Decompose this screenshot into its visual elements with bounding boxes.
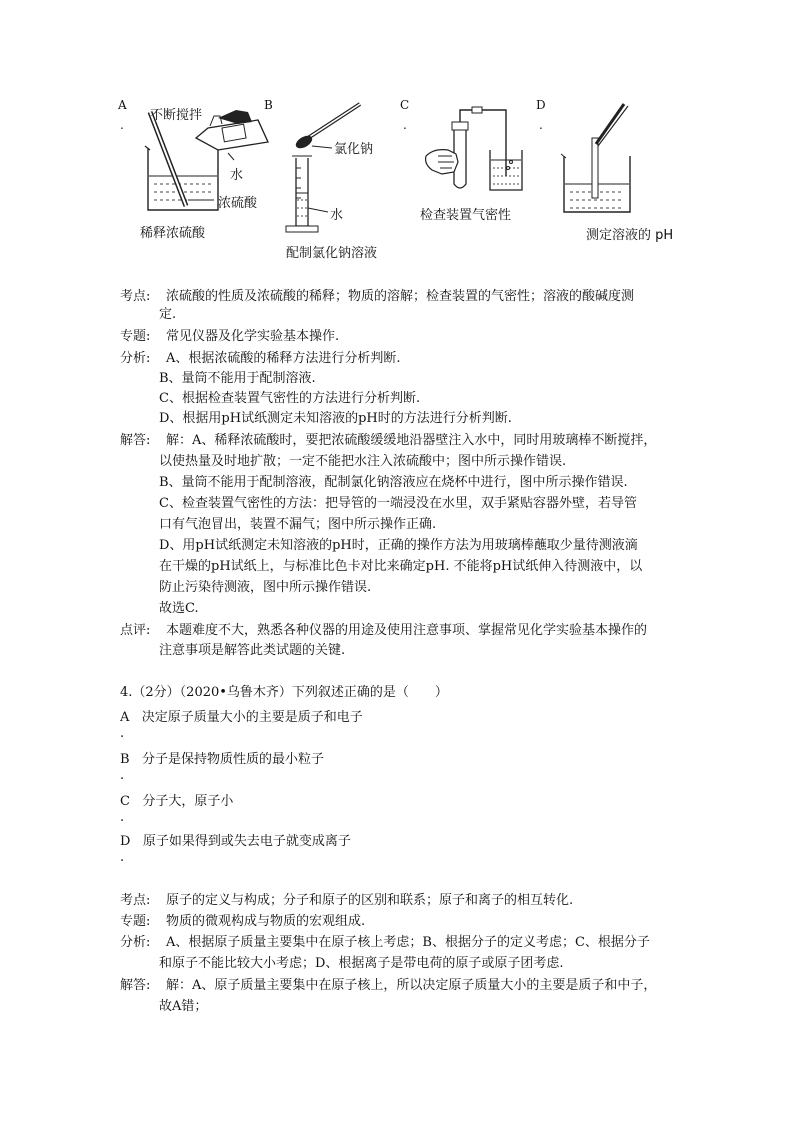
q4-option-c-dot: .	[120, 810, 125, 825]
q3-fenxi-c: C、根据检查装置气密性的方法进行分析判断.	[159, 391, 421, 406]
figure-a-dot: .	[120, 118, 124, 132]
caption-c: 检查装置气密性	[420, 208, 512, 223]
q4-option-b-dot: .	[120, 768, 125, 783]
ph-test-illustration	[534, 98, 674, 218]
q4-option-b: B 分子是保持物质性质的最小粒子	[120, 752, 324, 767]
figure-b	[262, 98, 402, 268]
airtightness-check-illustration	[398, 98, 538, 208]
figure-b-letter: B	[264, 98, 273, 112]
label-salt: 氯化钠	[334, 142, 374, 157]
label-acid: 浓硫酸	[218, 196, 258, 211]
q4-stem: 4.（2分）（2020•乌鲁木齐）下列叙述正确的是（ ）	[120, 685, 448, 700]
q4-option-d-dot: .	[120, 850, 125, 865]
q3-fenxi-b: B、量筒不能用于配制溶液.	[159, 371, 316, 386]
q3-zhuanti: 专题: 常见仪器及化学实验基本操作.	[120, 329, 340, 344]
q4-option-a-dot: .	[120, 726, 125, 741]
q3-jieda-3: C、检查装置气密性的方法：把导管的一端浸没在水里，双手紧贴容器外壁，若导管	[159, 496, 637, 511]
cylinder-spoon-illustration	[262, 98, 402, 258]
q4-jieda: 解答: 解：A、原子质量主要集中在原子核上，所以决定原子质量大小的主要是质子和中子，	[120, 978, 657, 993]
caption-b: 配制氯化钠溶液	[286, 246, 378, 261]
q3-kaodian: 考点: 浓硫酸的性质及浓硫酸的稀释；物质的溶解；检查装置的气密性；溶液的酸碱度测	[120, 289, 635, 304]
q3-jieda-4: 口有气泡冒出，装置不漏气；图中所示操作正确.	[159, 517, 437, 532]
label-water-b: 水	[330, 208, 344, 223]
figure-d	[534, 98, 674, 248]
q3-dianping-cont: 注意事项是解答此类试题的关键.	[159, 643, 346, 658]
q3-jieda-7: 防止污染待测液，图中所示操作错误.	[159, 580, 372, 595]
figure-a-letter: A	[118, 98, 127, 112]
q4-option-a: A 决定原子质量大小的主要是质子和电子	[120, 710, 363, 725]
q3-jieda-5: D、用pH试纸测定未知溶液的pH时，正确的操作方法为用玻璃棒蘸取少量待测液滴	[159, 538, 638, 553]
caption-d: 测定溶液的 pH	[586, 228, 674, 243]
figure-c-dot: .	[403, 118, 407, 132]
q3-jieda-8: 故选C.	[159, 601, 199, 616]
q3-jieda-2: B、量筒不能用于配制溶液，配制氯化钠溶液应在烧杯中进行，图中所示操作错误.	[159, 475, 628, 490]
q4-fenxi-cont: 和原子不能比较大小考虑；D、根据离子是带电荷的原子或原子团考虑.	[159, 956, 564, 971]
q3-fenxi: 分析: A、根据浓硫酸的稀释方法进行分析判断.	[120, 351, 401, 366]
q3-jieda-6: 在干燥的pH试纸上，与标准比色卡对比来确定pH. 不能将pH试纸伸入待测液中，以	[159, 559, 643, 574]
q3-fenxi-d: D、根据用pH试纸测定未知溶液的pH时的方法进行分析判断.	[159, 411, 512, 426]
q4-option-d: D 原子如果得到或失去电子就变成离子	[120, 834, 351, 849]
label-stir: 不断搅拌	[150, 108, 203, 123]
caption-a: 稀释浓硫酸	[140, 226, 206, 241]
q4-zhuanti: 专题: 物质的微观构成与物质的宏观组成.	[120, 914, 366, 929]
q3-jieda-1: 以使热量及时地扩散；一定不能把水注入浓硫酸中；图中所示操作错误.	[159, 454, 567, 469]
q4-jieda-cont: 故A错；	[159, 999, 208, 1014]
figure-c-letter: C	[400, 98, 410, 112]
figure-d-letter: D	[536, 98, 546, 112]
figure-c	[398, 98, 538, 238]
q3-dianping: 点评: 本题难度不大，熟悉各种仪器的用途及使用注意事项、掌握常见化学实验基本操作的	[120, 623, 648, 638]
q3-kaodian-cont: 定.	[159, 307, 177, 322]
q4-kaodian: 考点: 原子的定义与构成；分子和原子的区别和联系；原子和离子的相互转化.	[120, 893, 574, 908]
figure-d-dot: .	[539, 118, 543, 132]
q4-option-c: C 分子大，原子小	[120, 794, 234, 809]
q4-fenxi: 分析: A、根据原子质量主要集中在原子核上考虑；B、根据分子的定义考虑；C、根据分子	[120, 935, 650, 950]
label-water-a: 水	[230, 168, 244, 183]
q3-jieda: 解答: 解：A、稀释浓硫酸时，要把浓硫酸缓缓地沿器壁注入水中，同时用玻璃棒不断搅拌，	[120, 433, 657, 448]
